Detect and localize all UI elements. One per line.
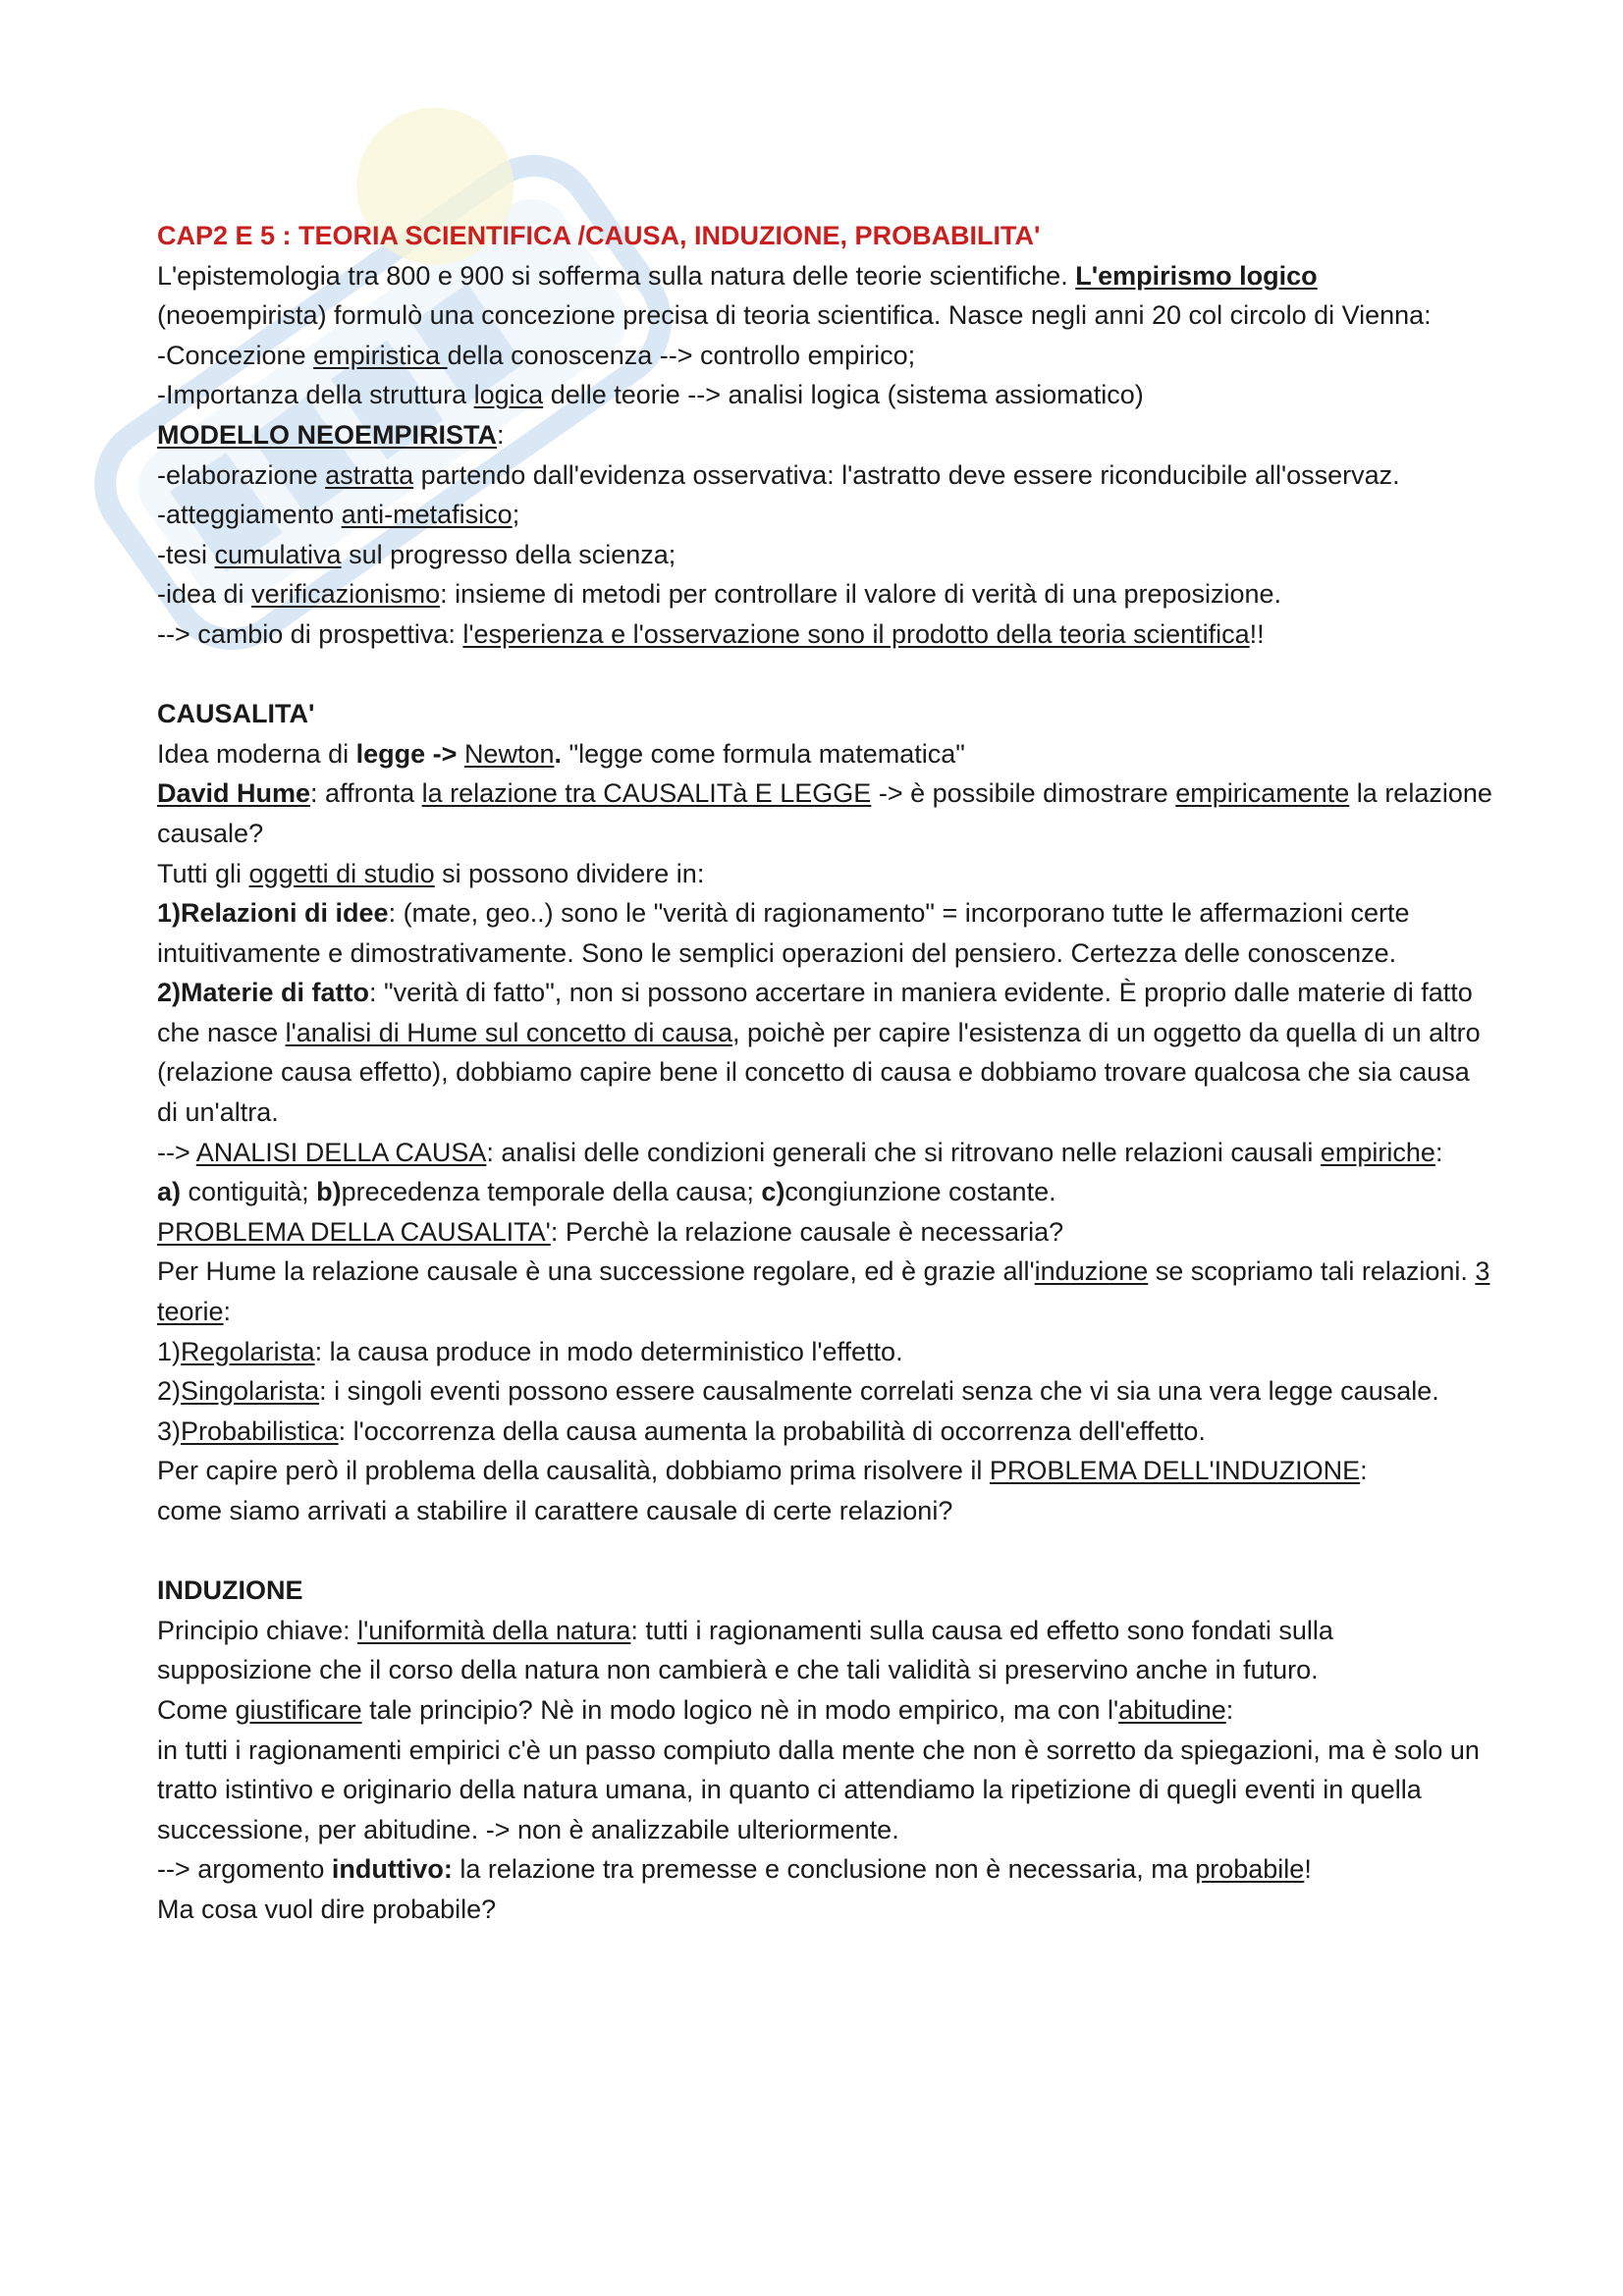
paragraph [157, 734, 1492, 774]
term-induttivo: induttivo: [331, 1854, 453, 1885]
term-david-hume: David Hume [157, 778, 311, 809]
paragraph [157, 1611, 1492, 1690]
text-run: della conoscenza --> controllo empirico; [447, 340, 916, 370]
text-run: delle teorie --> analisi logica (sistema assiomatico) [543, 380, 1144, 410]
text-run: !! [1249, 618, 1265, 649]
list-item [157, 614, 1492, 655]
text-run: : [1225, 1694, 1234, 1725]
text-run: : [1360, 1456, 1368, 1486]
term-materie-di-fatto: 2)Materie di fatto [157, 978, 370, 1008]
label-b: b) [316, 1177, 342, 1207]
term-probabile: probabile [1195, 1854, 1305, 1885]
text-run: la relazione causale? [157, 778, 1492, 848]
term-abitudine: abitudine [1118, 1694, 1226, 1725]
text-run: 1) [157, 1336, 182, 1366]
term-analisi-hume: l'analisi di Hume sul concetto di causa [285, 1017, 732, 1047]
paragraph [157, 893, 1492, 973]
term-problema-causalita: PROBLEMA DELLA CAUSALITA' [157, 1216, 551, 1247]
list-item [157, 336, 1492, 376]
list-item [157, 495, 1492, 535]
list-item [157, 574, 1492, 614]
paragraph [157, 1849, 1492, 1890]
text-run: -atteggiamento [157, 500, 342, 530]
term-probabilistica: Probabilistica [181, 1415, 339, 1446]
term-empirismo-logico: L'empirismo logico [1075, 260, 1318, 291]
text-run: : Perchè la relazione causale è necessaria? [550, 1216, 1064, 1247]
label-a: a) [157, 1177, 182, 1207]
paragraph [157, 1212, 1492, 1253]
text-run: ! [1304, 1854, 1312, 1885]
list-item [157, 455, 1492, 496]
text-run: -elaborazione [157, 459, 326, 490]
term-problema-induzione: PROBLEMA DELL'INDUZIONE [989, 1456, 1361, 1486]
paragraph [157, 1690, 1492, 1731]
paragraph [157, 1451, 1492, 1491]
list-item [157, 1371, 1492, 1412]
paragraph [157, 1172, 1492, 1212]
text-run: : [223, 1297, 232, 1327]
term-singolarista: Singolarista [181, 1376, 320, 1407]
term-empiristica: empiristica [313, 340, 448, 370]
subheading-modello [157, 415, 1492, 455]
term-giustificare: giustificare [235, 1694, 362, 1725]
text-run: : (mate, geo..) sono le "verità di ragionamento" = incorporano tutte le affermazioni certe intuitivamente e dimostrativamente. Sono le semplici operazioni del pensiero. Certezza delle conoscenze. [157, 898, 1410, 968]
text-run: Per Hume la relazione causale è una successione regolare, ed è grazie all' [157, 1256, 1035, 1287]
term-cumulativa: cumulativa [214, 539, 342, 569]
document-title: CAP2 E 5 : TEORIA SCIENTIFICA /CAUSA, INDUZIONE, PROBABILITA' [157, 221, 1041, 250]
term-relazioni-di-idee: 1)Relazioni di idee [157, 898, 389, 929]
paragraph [157, 1133, 1492, 1173]
text-run: : affronta [310, 778, 422, 809]
paragraph: Ma cosa vuol dire probabile? [157, 1894, 497, 1924]
list-item [157, 375, 1492, 415]
label-c: c) [761, 1177, 785, 1207]
term-empiriche: empiriche [1320, 1137, 1435, 1167]
term-legge: legge -> [355, 738, 458, 769]
text-run: -> è possibile dimostrare [871, 778, 1176, 809]
text-run: L'epistemologia tra 800 e 900 si sofferma sulla natura delle teorie scientifiche. [157, 260, 1076, 291]
term-induzione: induzione [1034, 1256, 1149, 1287]
list-item [157, 1332, 1492, 1372]
text-run: --> [157, 1137, 196, 1167]
term-oggetti-di-studio: oggetti di studio [248, 858, 435, 888]
text-run: 2) [157, 1376, 182, 1407]
text-run: Principio chiave: [157, 1615, 358, 1645]
term-esperienza: l'esperienza e l'osservazione sono il prodotto della teoria scientifica [462, 618, 1250, 649]
text-run: : [497, 419, 505, 450]
text-run: -Concezione [157, 340, 314, 370]
term-relazione: la relazione tra CAUSALITà E LEGGE [421, 778, 872, 809]
text-run: : l'occorrenza della causa aumenta la probabilità di occorrenza dell'effetto. [338, 1415, 1206, 1446]
text-run: precedenza temporale della causa; [341, 1177, 762, 1207]
term-verificazionismo: verificazionismo [251, 579, 441, 610]
paragraph-intro [157, 256, 1492, 336]
term-3-teorie: 3 teorie [157, 1256, 1490, 1327]
text-run: . [554, 738, 562, 769]
term-anti-metafisico: anti-metafisico [341, 500, 513, 530]
list-item [157, 535, 1492, 575]
text-run: 3) [157, 1415, 182, 1446]
text-run: ; [512, 500, 520, 530]
list-item [157, 1412, 1492, 1452]
text-run: : [1434, 1137, 1443, 1167]
text-run: -Importanza della struttura [157, 380, 474, 410]
spacer [157, 1531, 1492, 1572]
text-run: : la causa produce in modo deterministico l'effetto. [314, 1336, 903, 1366]
text-run: : tutti i ragionamenti sulla causa ed effetto sono fondati sulla supposizione che il corso della natura non cambierà e che tali validità si preservino anche in futuro. [157, 1615, 1333, 1685]
paragraph [157, 774, 1492, 853]
text-run: : insieme di metodi per controllare il valore di verità di una preposizione. [440, 579, 1282, 610]
heading-modello-neoempirista: MODELLO NEOEMPIRISTA [157, 419, 498, 450]
text-run: congiunzione costante. [784, 1177, 1056, 1207]
text-run: Per capire però il problema della causalità, dobbiamo prima risolvere il [157, 1456, 990, 1486]
term-empiricamente: empiricamente [1175, 778, 1350, 809]
term-uniformita-natura: l'uniformità della natura [357, 1615, 631, 1645]
text-run: "legge come formula matematica" [562, 738, 965, 769]
heading-text: CAUSALITA' [157, 699, 315, 729]
text-run: --> argomento [157, 1854, 332, 1885]
text-run: --> cambio di prospettiva: [157, 618, 463, 649]
text-run: Tutti gli [157, 858, 249, 888]
paragraph: come siamo arrivati a stabilire il carattere causale di certe relazioni? [157, 1496, 953, 1525]
heading-text: INDUZIONE [157, 1575, 303, 1606]
term-astratta: astratta [325, 459, 414, 490]
document-body [157, 216, 1492, 1930]
paragraph [157, 973, 1492, 1132]
text-run [457, 739, 464, 769]
text-run: : "verità di fatto", non si possono accertare in maniera evidente. È proprio dalle materie di fatto che nasce [157, 978, 1473, 1047]
text-run: : analisi delle condizioni generali che si ritrovano nelle relazioni causali [486, 1137, 1321, 1167]
paragraph: in tutti i ragionamenti empirici c'è un passo compiuto dalla mente che non è sorretto da spiegazioni, ma è solo un tratto istintivo e originario della natura umana, in quanto ci attendiamo la ripetizione di quegli eventi in quella successione, per abitudine. -> non è analizzabile ulteriormente. [157, 1735, 1480, 1844]
text-run: si possono dividere in: [434, 858, 705, 888]
text-run: la relazione tra premesse e conclusione non è necessaria, ma [452, 1854, 1196, 1885]
paragraph [157, 1252, 1492, 1331]
text-run: tale principio? Nè in modo logico nè in modo empirico, ma con l' [361, 1694, 1119, 1725]
text-run: -tesi [157, 539, 215, 569]
text-run: , poichè per capire l'esistenza di un oggetto da quella di un altro (relazione causa effetto), dobbiamo capire bene il concetto di causa e dobbiamo trovare qualcosa che sia causa di un'altra. [157, 1017, 1481, 1128]
term-logica: logica [473, 380, 544, 410]
text-run: -idea di [157, 579, 252, 610]
heading-causalita [157, 694, 1492, 734]
text-run: partendo dall'evidenza osservativa: l'astratto deve essere riconducibile all'osservaz. [413, 459, 1400, 490]
term-regolarista: Regolarista [181, 1336, 315, 1366]
term-newton: Newton [463, 738, 555, 769]
text-run: contiguità; [181, 1177, 317, 1207]
text-run: se scopriamo tali relazioni. [1148, 1256, 1476, 1287]
paragraph [157, 854, 1492, 894]
text-run: Idea moderna di [157, 738, 356, 769]
text-run: : i singoli eventi possono essere causalmente correlati senza che vi sia una vera legge causale. [319, 1376, 1439, 1407]
text-run: (neoempirista) formulò una concezione precisa di teoria scientifica. Nasce negli anni 20 col circolo di Vienna: [157, 300, 1432, 331]
text-run: Come [157, 1694, 236, 1725]
text-run: sul progresso della scienza; [341, 539, 676, 569]
spacer [157, 655, 1492, 695]
term-analisi-della-causa: ANALISI DELLA CAUSA [195, 1137, 487, 1167]
heading-induzione [157, 1571, 1492, 1611]
